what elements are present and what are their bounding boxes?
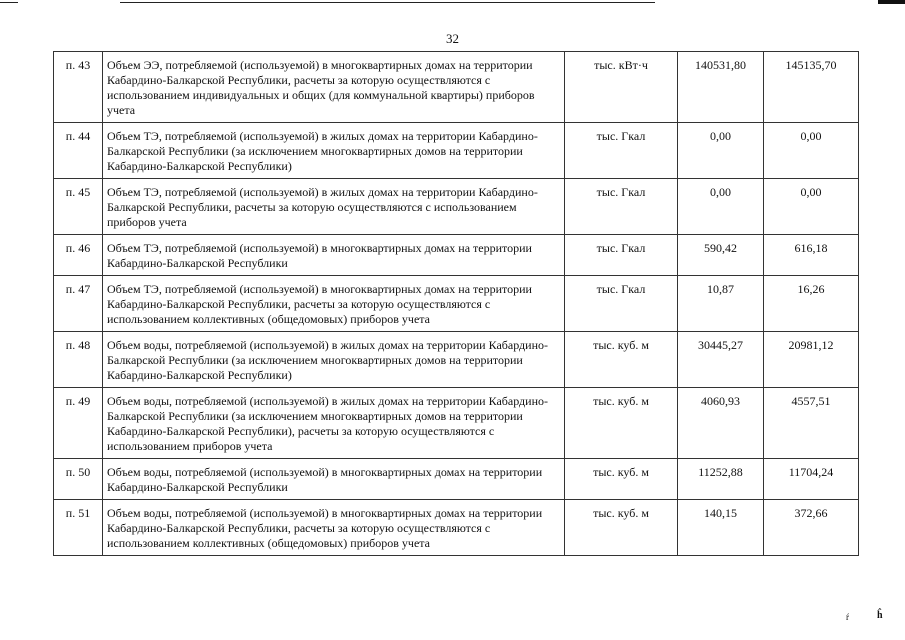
row-number: п. 47	[54, 276, 103, 332]
footer-mark: ŕ	[846, 612, 849, 622]
unit-of-measure: тыс. Гкал	[565, 235, 678, 276]
unit-of-measure: тыс. куб. м	[565, 332, 678, 388]
unit-of-measure: тыс. Гкал	[565, 276, 678, 332]
table-row	[54, 276, 859, 332]
value-column-2: 11704,24	[764, 459, 859, 500]
unit-of-measure: тыс. Гкал	[565, 123, 678, 179]
value-column-1: 140531,80	[678, 52, 764, 123]
value-column-1: 4060,93	[678, 388, 764, 459]
table-row	[54, 52, 859, 123]
row-number: п. 50	[54, 459, 103, 500]
value-column-2: 0,00	[764, 179, 859, 235]
value-column-1: 140,15	[678, 500, 764, 556]
footer-mark-bold: ĥ	[877, 610, 883, 621]
value-column-1: 0,00	[678, 179, 764, 235]
indicator-description: Объем ТЭ, потребляемой (используемой) в жилых домах на территории Кабардино-Балкарской Республики (за исключением многоквартирных домов на территории Кабардино-Балкарской Республики)	[103, 123, 565, 179]
row-number: п. 46	[54, 235, 103, 276]
value-column-1: 11252,88	[678, 459, 764, 500]
indicator-description: Объем воды, потребляемой (используемой) в жилых домах на территории Кабардино-Балкарской Республики (за исключением многоквартирных домов на территории Кабардино-Балкарской Республики), расчеты за которую осуществляются с использованием приборов учета	[103, 388, 565, 459]
indicator-description: Объем ТЭ, потребляемой (используемой) в жилых домах на территории Кабардино-Балкарской Республики, расчеты за которую осуществляются с использованием приборов учета	[103, 179, 565, 235]
table-row	[54, 332, 859, 388]
value-column-2: 145135,70	[764, 52, 859, 123]
row-number: п. 45	[54, 179, 103, 235]
top-rule	[120, 2, 655, 3]
row-number: п. 51	[54, 500, 103, 556]
value-column-2: 0,00	[764, 123, 859, 179]
value-column-1: 590,42	[678, 235, 764, 276]
value-column-1: 0,00	[678, 123, 764, 179]
table-body	[54, 52, 859, 556]
unit-of-measure: тыс. кВт·ч	[565, 52, 678, 123]
row-number: п. 44	[54, 123, 103, 179]
indicator-description: Объем ТЭ, потребляемой (используемой) в многоквартирных домах на территории Кабардино-Балкарской Республики	[103, 235, 565, 276]
value-column-2: 20981,12	[764, 332, 859, 388]
unit-of-measure: тыс. Гкал	[565, 179, 678, 235]
corner-scan-mark	[878, 0, 905, 4]
unit-of-measure: тыс. куб. м	[565, 388, 678, 459]
indicator-table	[53, 51, 859, 556]
row-number: п. 49	[54, 388, 103, 459]
value-column-1: 10,87	[678, 276, 764, 332]
page-number: 32	[446, 31, 459, 46]
unit-of-measure: тыс. куб. м	[565, 459, 678, 500]
table-row	[54, 388, 859, 459]
table-row	[54, 179, 859, 235]
indicator-description: Объем ТЭ, потребляемой (используемой) в многоквартирных домах на территории Кабардино-Балкарской Республики, расчеты за которую осуществляются с использованием коллективных (общедомовых) приборов учета	[103, 276, 565, 332]
table-row	[54, 235, 859, 276]
row-number: п. 48	[54, 332, 103, 388]
value-column-2: 4557,51	[764, 388, 859, 459]
value-column-2: 372,66	[764, 500, 859, 556]
indicator-description: Объем ЭЭ, потребляемой (используемой) в многоквартирных домах на территории Кабардино-Балкарской Республики, расчеты за которую осуществляются с использованием индивидуальных и общих (для коммунальной квартиры) приборов учета	[103, 52, 565, 123]
indicator-description: Объем воды, потребляемой (используемой) в многоквартирных домах на территории Кабардино-Балкарской Республики, расчеты за которую осуществляются с использованием коллективных (общедомовых) приборов учета	[103, 500, 565, 556]
row-number: п. 43	[54, 52, 103, 123]
unit-of-measure: тыс. куб. м	[565, 500, 678, 556]
indicator-description: Объем воды, потребляемой (используемой) в жилых домах на территории Кабардино-Балкарской Республики (за исключением многоквартирных домов на территории Кабардино-Балкарской Республики)	[103, 332, 565, 388]
value-column-1: 30445,27	[678, 332, 764, 388]
indicator-description: Объем воды, потребляемой (используемой) в многоквартирных домах на территории Кабардино-Балкарской Республики	[103, 459, 565, 500]
table-row	[54, 500, 859, 556]
table-row	[54, 123, 859, 179]
value-column-2: 616,18	[764, 235, 859, 276]
value-column-2: 16,26	[764, 276, 859, 332]
top-rule-left	[0, 2, 18, 3]
table-row	[54, 459, 859, 500]
